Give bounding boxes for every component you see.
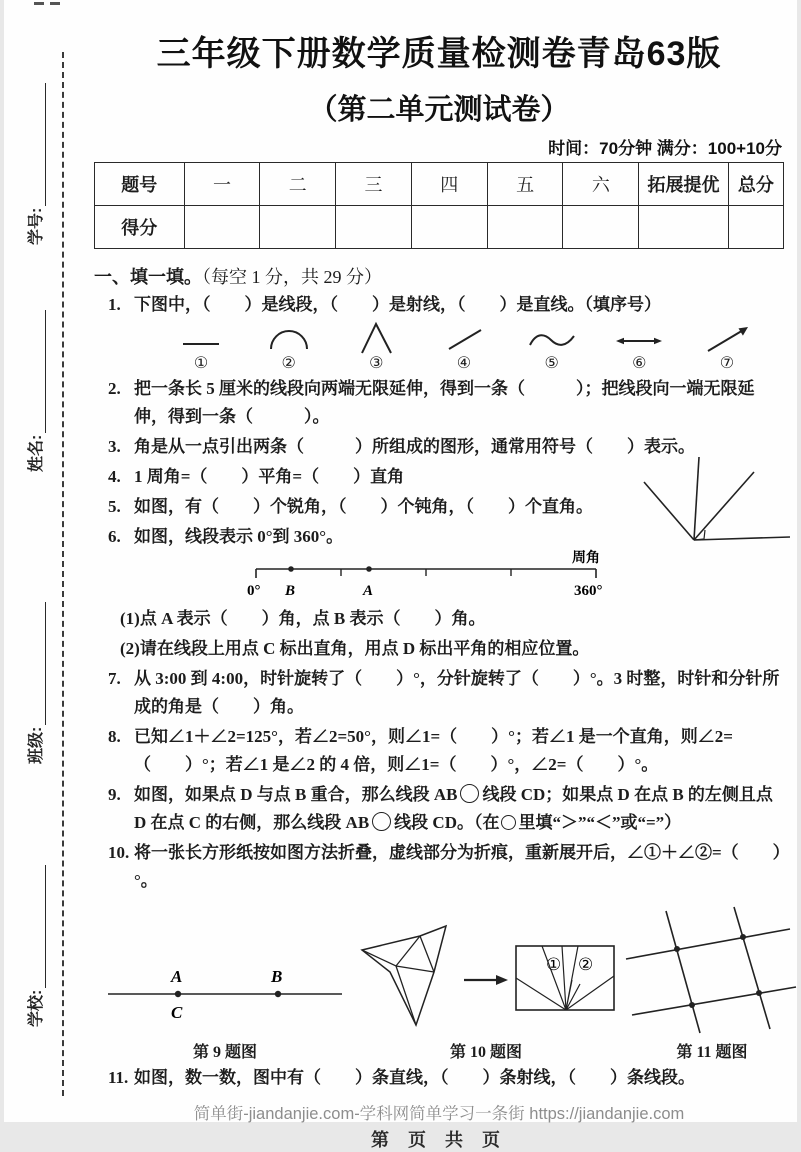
ray-icon: [698, 321, 756, 355]
exam-content: [94, 0, 784, 1152]
diagram-label-A: A: [363, 583, 374, 599]
question-9-text-part4: 里填“＞”“＜”或“=”）: [518, 813, 682, 832]
score-cell: [639, 206, 729, 249]
question-10: [94, 839, 784, 895]
figure-11-block: [622, 903, 801, 1062]
question-1-text: 下图中，（ ）是线段，（ ）是射线，（ ）是直线。（填序号）: [134, 295, 661, 314]
score-table-score-row: [95, 206, 784, 249]
comparison-circle-small: [501, 815, 516, 830]
shape-label: ④: [456, 355, 472, 372]
question-3-text: 角是从一点引出两条（ ）所组成的图形，通常用符号（ ）表示。: [134, 437, 695, 456]
section1-heading-note: （每空 1 分，共 29 分）: [202, 267, 382, 287]
figure-10-label-1: ①: [546, 955, 562, 974]
score-table-header-row: [95, 163, 784, 206]
question-6: [94, 523, 784, 551]
student-name-field: [24, 310, 46, 472]
student-id-field: [24, 83, 46, 245]
class-field: [24, 602, 46, 764]
score-header-cell: 一: [184, 163, 260, 206]
slanted-segment-icon: [435, 321, 493, 355]
shape-label: ⑤: [544, 355, 559, 372]
exam-subtitle: （第二单元测试卷）: [308, 94, 570, 126]
wavy-curve-icon: [523, 321, 581, 355]
question-10-text: 将一张长方形纸按如图方法折叠，虚线部分为折痕，重新展开后，∠①＋∠②=（ ）°。: [134, 843, 782, 890]
score-header-cell: 题号: [95, 163, 185, 206]
question-6-sub1-text: (1)点 A 表示（ ）角，点 B 表示（ ）角。: [120, 609, 486, 628]
shape-angle: [347, 321, 405, 373]
score-row-label: 得分: [95, 206, 185, 249]
question-2-text: 把一条长 5 厘米的线段向两端无限延伸，得到一条（ ）；把线段向一端无限延伸，得到一条（ ）。: [134, 379, 755, 426]
diagram-label-360deg: 360°: [574, 583, 603, 599]
class-blank-line: [31, 602, 46, 725]
student-id-blank-line: [31, 83, 46, 206]
question-9-text-part1: 如图，如果点 D 与点 B 重合，那么线段 AB: [134, 785, 458, 804]
diagram-label-full-angle: 周角: [572, 551, 600, 566]
figure-10-caption: 第 10 题图: [449, 1044, 522, 1061]
question-9: [94, 781, 784, 837]
question-11-number: 11.: [108, 1068, 129, 1087]
question-6-number: 6.: [108, 527, 121, 546]
shape-wavy-curve: [523, 321, 581, 373]
comparison-circle: [372, 812, 391, 831]
footer-page-number: 第 页 共 页: [370, 1130, 507, 1150]
figure-10-block: [350, 920, 622, 1062]
figure-11-caption: 第 11 题图: [676, 1044, 748, 1061]
shape-label: ③: [369, 355, 384, 372]
question-9-text-part3: 线段 CD。（在: [394, 813, 500, 832]
question-6-text: 如图，线段表示 0°到 360°。: [134, 527, 344, 546]
question-11-text: 如图，数一数，图中有（ ）条直线，（ ）条射线，（ ）条线段。: [134, 1068, 695, 1087]
score-header-cell: 总分: [728, 163, 783, 206]
margin-dashed-rule: [62, 52, 64, 1096]
question-4-number: 4.: [108, 467, 121, 486]
question-6-sub2: [94, 635, 784, 663]
question-10-number: 10.: [108, 843, 130, 862]
score-header-cell: 二: [260, 163, 336, 206]
student-name-blank-line: [31, 310, 46, 433]
figure-9-block: [100, 950, 350, 1062]
score-cell: [487, 206, 563, 249]
section1-heading: [94, 263, 784, 289]
shape-line: [610, 321, 668, 373]
print-artifact: [34, 2, 44, 5]
question-3-number: 3.: [108, 437, 121, 456]
section1-heading-main: 一、填一填。: [94, 267, 202, 287]
diagram-label-0deg: 0°: [247, 583, 261, 599]
comparison-circle: [460, 784, 479, 803]
class-label: 班级:: [28, 726, 45, 764]
question-6-sub1: [94, 605, 784, 633]
score-cell: [260, 206, 336, 249]
school-label: 学校:: [28, 989, 45, 1027]
question-2-number: 2.: [108, 379, 121, 398]
figure-10-label-2: ②: [578, 955, 594, 974]
question-4-text: 1 周角=（ ）平角=（ ）直角: [134, 467, 405, 486]
figure-9-label-B: B: [271, 967, 283, 986]
question-8-number: 8.: [108, 727, 121, 746]
shape-segment: [172, 321, 230, 373]
bottom-figure-row: [94, 903, 784, 1062]
score-cell: [411, 206, 487, 249]
score-cell: [728, 206, 783, 249]
diagram-label-B: B: [285, 583, 296, 599]
question-8-text: 已知∠1＋∠2=125°，若∠2=50°，则∠1=（ ）°；若∠1 是一个直角，则∠2=（ ）°；若∠1 是∠2 的 4 倍，则∠1=（ ）°，∠2=（ ）°。: [134, 727, 733, 774]
score-header-cell: 五: [487, 163, 563, 206]
score-header-cell: 六: [563, 163, 639, 206]
question-7: [94, 665, 784, 721]
score-table: [94, 162, 784, 249]
shape-slanted-segment: [435, 321, 493, 373]
score-cell: [336, 206, 412, 249]
question-7-number: 7.: [108, 669, 121, 688]
shape-arc: [260, 321, 318, 373]
figure-9-label-A: A: [171, 967, 183, 986]
question-1: [94, 291, 784, 319]
school-field: [24, 865, 46, 1027]
shape-label: ②: [281, 355, 296, 372]
score-cell: [184, 206, 260, 249]
shape-label: ①: [193, 355, 209, 372]
figure-10-fold-diagram: [350, 920, 622, 1035]
exam-title: 三年级下册数学质量检测卷青岛63版: [156, 35, 722, 73]
print-artifact: [50, 2, 60, 5]
figure-9-line-diagram: [100, 950, 350, 1035]
question-7-text: 从 3:00 到 4:00，时针旋转了（ ）°，分针旋转了（ ）°。3 时整，时针和分针所成的角是（ ）角。: [134, 669, 780, 716]
question-1-figure: [94, 319, 784, 373]
question-1-number: 1.: [108, 295, 121, 314]
figure-9-label-C: C: [171, 1003, 183, 1022]
student-name-label: 姓名:: [28, 434, 45, 472]
student-id-label: 学号:: [28, 207, 45, 245]
figure-11-hash-diagram: [622, 903, 801, 1035]
question-9-text-part2: 线段 CD；如果点 D 在点 B 的左侧且点 D 在点 C 的右侧，那么线段 AB: [134, 785, 773, 832]
question-8: [94, 723, 784, 779]
exam-sheet: [4, 0, 797, 1150]
score-header-cell: 拓展提优: [639, 163, 729, 206]
question-5-number: 5.: [108, 497, 121, 516]
arc-icon: [260, 321, 318, 355]
question-6-sub2-text: (2)请在线段上用点 C 标出直角，用点 D 标出平角的相应位置。: [120, 639, 590, 658]
shape-label: ⑥: [632, 355, 647, 372]
angle-icon: [347, 321, 405, 355]
score-header-cell: 三: [336, 163, 412, 206]
question-5-text: 如图，有（ ）个锐角，（ ）个钝角，（ ）个直角。: [134, 497, 593, 516]
segment-icon: [172, 321, 230, 355]
question-11: [94, 1064, 784, 1092]
question-9-number: 9.: [108, 785, 121, 804]
shape-label: ⑦: [719, 355, 735, 372]
question-6-degree-line-diagram: [244, 551, 644, 603]
footer-watermark: 简单街-jiandanjie.com-学科网简单学习一条街 https://jiandanjie.com: [193, 1105, 685, 1123]
line-icon: [610, 321, 668, 355]
score-cell: [563, 206, 639, 249]
shape-ray: [698, 321, 756, 373]
time-score-info: 时间：70分钟 满分：100+10分: [548, 139, 782, 158]
school-blank-line: [31, 865, 46, 988]
score-header-cell: 四: [411, 163, 487, 206]
question-2: [94, 375, 784, 431]
figure-9-caption: 第 9 题图: [192, 1044, 257, 1061]
